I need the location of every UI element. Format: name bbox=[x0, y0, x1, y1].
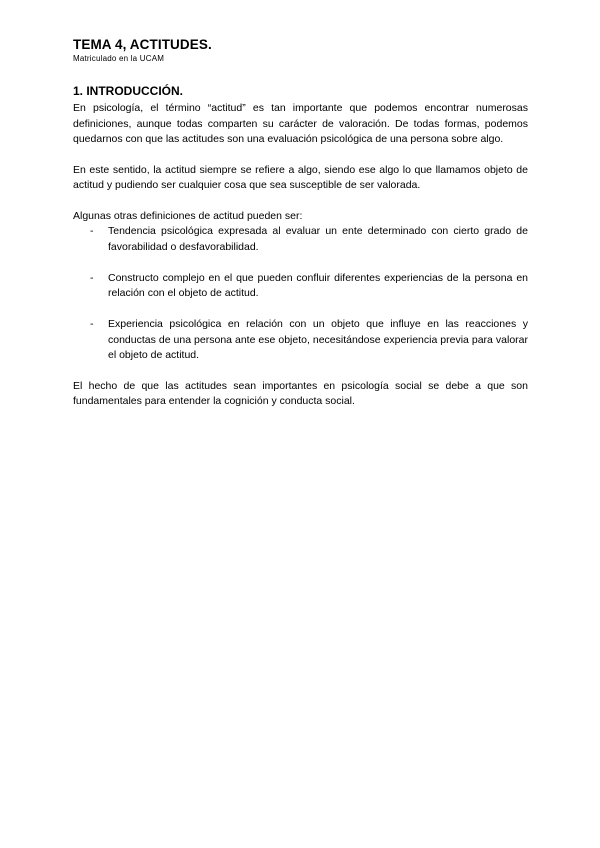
paragraph-conclusion: El hecho de que las actitudes sean importantes en psicología social se debe a que son fundamentales para entender la cognición y conducta social. bbox=[73, 379, 528, 407]
list-item bbox=[73, 224, 528, 255]
paragraph-intro: En psicología, el término “actitud” es tan importante que podemos encontrar numerosas definiciones, aunque todas comparten su carácter de valoración. De todas formas, podemos quedarnos con que las actitudes son una evaluación psicológica de una persona sobre algo. bbox=[73, 102, 528, 145]
definition-text: Constructo complejo en el que pueden confluir diferentes experiencias de la persona en relación con el objeto de actitud. bbox=[108, 271, 528, 299]
list-item bbox=[73, 317, 528, 364]
bullet-dash: - bbox=[90, 318, 94, 330]
list-intro: Algunas otras definiciones de actitud pueden ser: bbox=[73, 209, 303, 222]
bullet-dash: - bbox=[90, 271, 94, 284]
paragraph-object: En este sentido, la actitud siempre se refiere a algo, siendo ese algo lo que llamamos objeto de actitud y pudiendo ser cualquier cosa que sea susceptible de ser valorada. bbox=[73, 163, 528, 191]
definition-text: Tendencia psicológica expresada al evaluar un ente determinado con cierto grado de favorabilidad o desfavorabilidad. bbox=[108, 225, 528, 253]
section-heading: 1. INTRODUCCIÓN. bbox=[73, 84, 184, 98]
bullet-dash: - bbox=[90, 225, 94, 237]
document-subtitle: Matriculado en la UCAM bbox=[73, 54, 165, 63]
list-item bbox=[73, 271, 528, 302]
document-page bbox=[73, 36, 528, 410]
definitions-list bbox=[73, 224, 528, 364]
definition-text: Experiencia psicológica en relación con un objeto que influye en las reacciones y conductas de una persona ante ese objeto, necesitándose experiencia previa para valorar el objeto de actitud. bbox=[108, 318, 528, 361]
document-title: TEMA 4, ACTITUDES. bbox=[73, 37, 212, 52]
